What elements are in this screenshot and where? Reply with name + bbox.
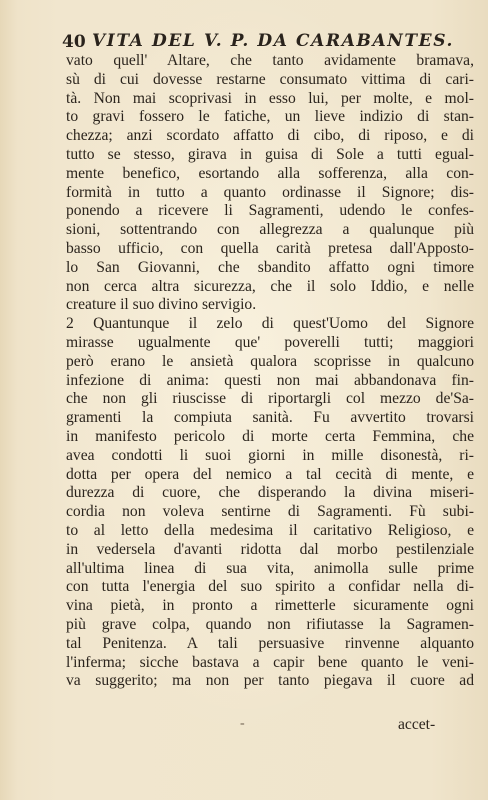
text-line: sù di cui dovesse restarne consumato vittima di cari- bbox=[66, 70, 474, 88]
text-line: mente benefico, esortando alla sofferenza, alla con- bbox=[66, 164, 474, 182]
text-line: però erano le ansietà qualora scoprisse in qualcuno bbox=[66, 352, 474, 370]
text-line: con tutta l'energia del suo spirito a confidar nella di- bbox=[66, 578, 474, 596]
footer-mark: - bbox=[240, 716, 245, 731]
text-line: più grave colpa, quando non rifiutasse la Sagramen- bbox=[66, 615, 474, 633]
running-head: VITA DEL V. P. DA CARABANTES. bbox=[92, 31, 454, 51]
text-line: to gravi fossero le fatiche, un lieve indizio di stan- bbox=[66, 108, 474, 126]
text-line: formità in tutto a quanto ordinasse il Signore; dis- bbox=[66, 183, 474, 201]
text-line: to al letto della medesima il caritativo Religioso, e bbox=[66, 521, 474, 539]
text-line: gramenti la compiuta sanità. Fu avvertito trovarsi bbox=[66, 409, 474, 427]
text-line: avea condotti li suoi giorni in mille disonestà, ri- bbox=[66, 446, 474, 464]
text-line: ponendo a ricevere li Sagramenti, udendo le confes- bbox=[66, 202, 474, 220]
paragraph-end-line: creature il suo divino servigio. bbox=[66, 296, 257, 314]
text-line: infezione di anima: questi non mai abbandonava fin- bbox=[66, 371, 474, 389]
text-line: che non gli riuscisse di riportargli col mezzo de'Sa- bbox=[66, 390, 474, 408]
text-line: va suggerito; ma non per tanto piegava il cuore ad bbox=[66, 672, 474, 690]
text-line: all'ultima linea di sua vita, animolla sulle prime bbox=[66, 559, 474, 577]
text-line: in vedersela d'avanti ridotta dal morbo pestilenziale bbox=[66, 540, 474, 558]
page-header bbox=[62, 30, 472, 52]
text-line: tal Penitenza. A tali persuasive rinvenne alquanto bbox=[66, 634, 474, 652]
text-line: durezza di cuore, che disperando la divina miseri- bbox=[66, 484, 474, 502]
text-line: l'inferma; sicche bastava a capir bene quanto le veni- bbox=[66, 653, 474, 671]
catchword: accet- bbox=[398, 716, 436, 733]
text-line: tutto se stesso, girava in guisa di Sole a tutti egual- bbox=[66, 145, 474, 163]
text-line: in manifesto pericolo di morte certa Femmina, che bbox=[66, 427, 474, 445]
text-line: basso ufficio, con quella carità pretesa dall'Apposto- bbox=[66, 239, 474, 257]
text-line: dotta per opera del nemico a tal cecità di mente, e bbox=[66, 465, 474, 483]
paragraph-start-line: 2 Quantunque il zelo di quest'Uomo del Signore bbox=[66, 315, 474, 333]
text-line: lo San Giovanni, che sbandito affatto ogni timore bbox=[66, 258, 474, 276]
text-line: sioni, sottentrando con allegrezza a qualunque più bbox=[66, 221, 474, 239]
text-line: vato quell' Altare, che tanto avidamente bramava, bbox=[66, 52, 474, 69]
text-line: chezza; anzi scordato affatto di cibo, di riposo, e di bbox=[66, 127, 474, 145]
text-line: non cerca altra sicurezza, che il solo Iddio, e nelle bbox=[66, 277, 474, 295]
page-number: 40 bbox=[62, 32, 86, 52]
text-line: vina pietà, in pronto a rimetterle sicuramente ogni bbox=[66, 597, 474, 615]
text-line: cordia non voleva sentirne di Sagramenti. Fù subi- bbox=[66, 503, 474, 521]
text-line: tà. Non mai scoprivasi in esso lui, per molte, e mol- bbox=[66, 89, 474, 107]
body-text bbox=[66, 52, 474, 691]
text-line: mirasse ugualmente que' poverelli tutti; maggiori bbox=[66, 333, 474, 351]
